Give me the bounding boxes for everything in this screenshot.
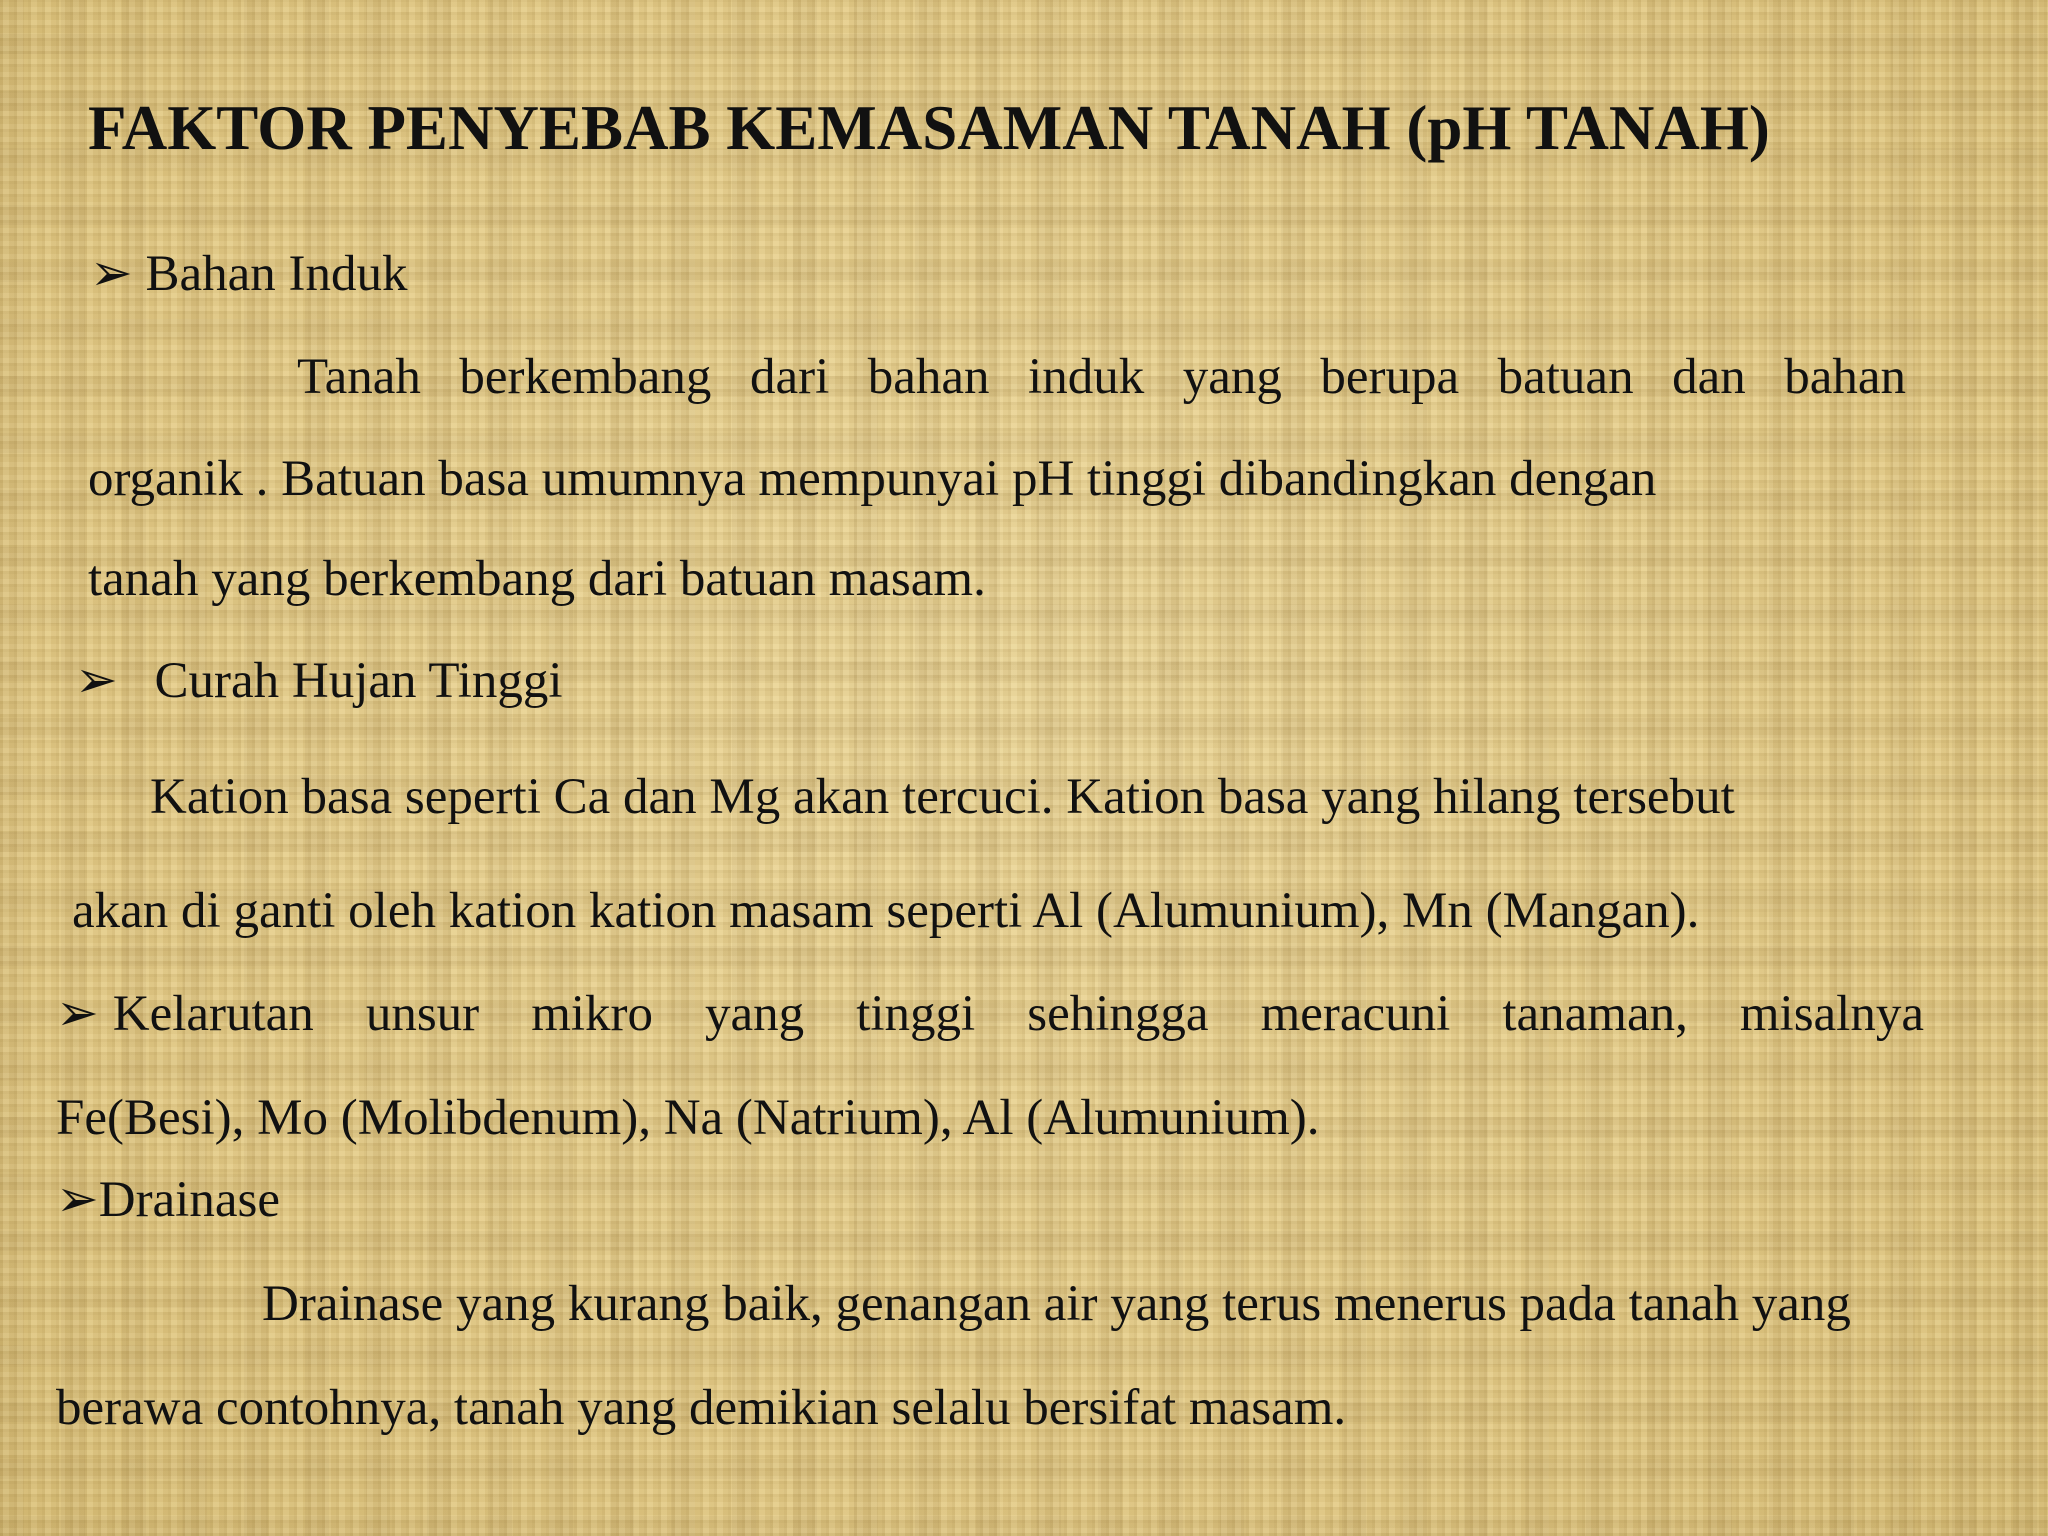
- bullet-heading-drainase: [56, 1172, 280, 1228]
- paragraph-line: Kation basa seperti Ca dan Mg akan tercuci. Kation basa yang hilang tersebut: [150, 769, 1735, 825]
- heading-text: Bahan Induk: [145, 246, 408, 302]
- paragraph-line: Tanah berkembang dari bahan induk yang berupa batuan dan bahan: [297, 349, 1906, 405]
- arrow-bullet-icon: ➢: [90, 246, 133, 302]
- paragraph-line: berawa contohnya, tanah yang demikian selalu bersifat masam.: [56, 1380, 1347, 1436]
- arrow-bullet-icon: ➢: [56, 1172, 99, 1228]
- paragraph-line: Fe(Besi), Mo (Molibdenum), Na (Natrium), Al (Alumunium).: [56, 1090, 1320, 1146]
- paragraph-line: organik . Batuan basa umumnya mempunyai pH tinggi dibandingkan dengan: [88, 451, 1657, 507]
- paragraph-line: akan di ganti oleh kation kation masam seperti Al (Alumunium), Mn (Mangan).: [72, 883, 1700, 939]
- bullet-heading-kelarutan: [56, 986, 1924, 1042]
- bullet-heading-curah-hujan: [75, 653, 563, 709]
- paragraph-line: tanah yang berkembang dari batuan masam.: [88, 551, 986, 607]
- arrow-bullet-icon: ➢: [56, 986, 99, 1042]
- slide-title: FAKTOR PENYEBAB KEMASAMAN TANAH (pH TANAH): [88, 93, 1770, 163]
- heading-text: Curah Hujan Tinggi: [154, 653, 563, 709]
- heading-text: Drainase: [98, 1172, 280, 1228]
- arrow-bullet-icon: ➢: [75, 653, 118, 709]
- bullet-heading-bahan-induk: [90, 246, 408, 302]
- heading-text: Kelarutan unsur mikro yang tinggi sehingga meracuni tanaman, misalnya: [112, 986, 1924, 1042]
- paragraph-line: Drainase yang kurang baik, genangan air yang terus menerus pada tanah yang: [262, 1276, 1851, 1332]
